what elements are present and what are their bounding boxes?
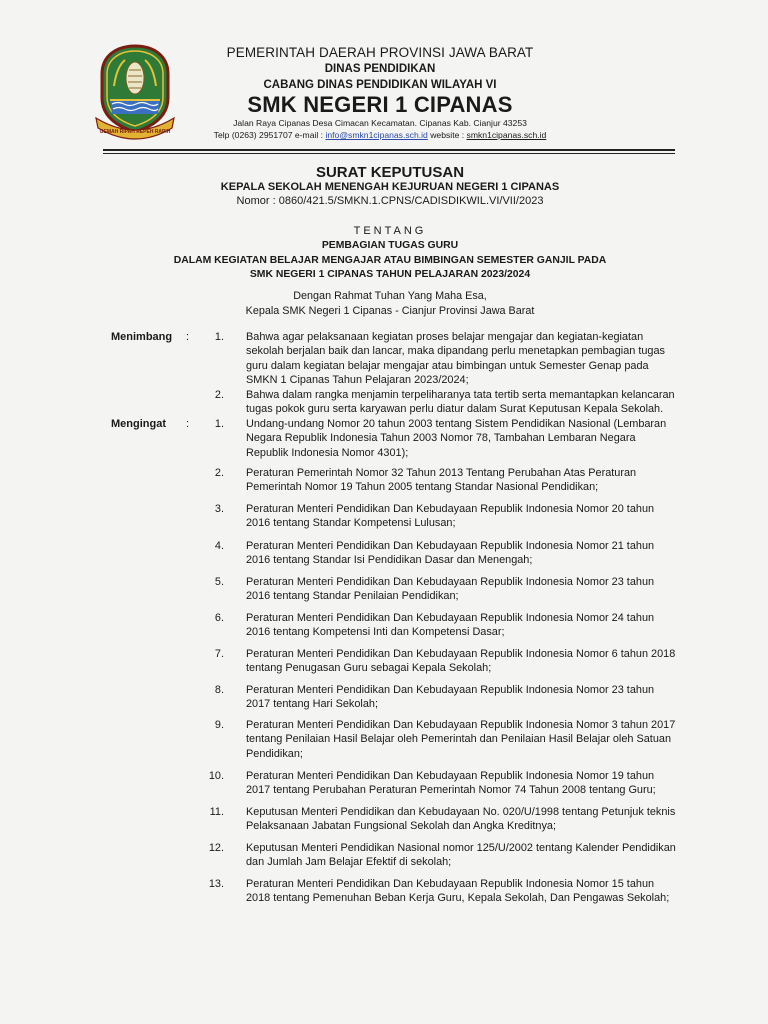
item-number: 8.	[214, 684, 224, 696]
item-text: Peraturan Menteri Pendidikan Dan Kebudayaan Republik Indonesia Nomor 23 tahun 2016 tentang Standar Penilaian Pendidikan;	[246, 576, 655, 603]
mengingat-colon: :	[186, 418, 190, 430]
item-text: Peraturan Menteri Pendidikan Dan Kebudayaan Republik Indonesia Nomor 20 tahun 2016 tentang Standar Kompetensi Lulusan;	[246, 503, 655, 530]
document-number: Nomor : 0860/421.5/SMKN.1.CPNS/CADISDIKWIL.VI/VII/2023	[236, 195, 544, 207]
item-text: Bahwa agar pelaksanaan kegiatan proses belajar mengajar dan kegiatan-kegiatan sekolah berjalan baik dan lancar, maka dipandang perlu menetapkan pembagian tugas guru dalam kegiatan belajar mengajar atau bimbingan untuk Semester Genap pada SMKN 1 Cipanas Tahun Pelajaran 2023/2024;	[246, 331, 665, 386]
tentang-heading: TENTANG	[353, 225, 427, 237]
letterhead-divider-thin	[103, 153, 675, 154]
item-number: 3.	[214, 503, 224, 515]
opening-line-1: Dengan Rahmat Tuhan Yang Maha Esa,	[293, 290, 487, 302]
email-link[interactable]: info@smkn1cipanas.sch.id	[325, 130, 428, 140]
item-text: Peraturan Menteri Pendidikan Dan Kebudayaan Republik Indonesia Nomor 19 tahun 2017 tentang Perubahan Peraturan Pemerintah Nomor 74 Tahun 2008 tentang Guru;	[246, 770, 656, 797]
item-number: 2.	[214, 467, 224, 479]
website-link[interactable]: smkn1cipanas.sch.id	[466, 130, 547, 140]
item-text: Peraturan Pemerintah Nomor 32 Tahun 2013 Tentang Perubahan Atas Peraturan Pemerintah Nomor 19 Tahun 2005 tentang Standar Nasional Pendidikan;	[246, 467, 637, 494]
contact-prefix: Telp (0263) 2951707 e-mail :	[213, 130, 324, 140]
item-text: Peraturan Menteri Pendidikan Dan Kebudayaan Republik Indonesia Nomor 6 tahun 2018 tentang Penugasan Guru sebagai Kepala Sekolah;	[246, 648, 676, 675]
school-name: SMK NEGERI 1 CIPANAS	[247, 92, 513, 117]
govt-name: PEMERINTAH DAERAH PROVINSI JAWA BARAT	[226, 45, 534, 60]
item-number: 5.	[214, 576, 224, 588]
item-text: Bahwa dalam rangka menjamin terpeliharanya tata tertib serta memantapkan kelancaran tugas pokok guru serta karyawan perlu diatur dalam Surat Keputusan Kepala Sekolah.	[246, 389, 675, 416]
item-number: 9.	[214, 719, 224, 731]
item-number: 7.	[214, 648, 224, 660]
logo-motto-ribbon: GEMAH RIPAH REPEH RAPIH	[99, 129, 171, 135]
item-text: Keputusan Menteri Pendidikan dan Kebudayaan No. 020/U/1998 tentang Petunjuk teknis Pelaksanaan Jabatan Fungsional Sekolah dan Angka Kreditnya;	[246, 806, 676, 833]
document-type-title: SURAT KEPUTUSAN	[315, 164, 465, 181]
subject-line-1: PEMBAGIAN TUGAS GURU	[321, 240, 459, 251]
menimbang-label: Menimbang	[111, 331, 173, 343]
item-number: 12.	[208, 842, 224, 854]
item-text: Peraturan Menteri Pendidikan Dan Kebudayaan Republik Indonesia Nomor 23 tahun 2017 tentang Hari Sekolah;	[246, 684, 655, 711]
item-text: Peraturan Menteri Pendidikan Dan Kebudayaan Republik Indonesia Nomor 24 tahun 2016 tentang Kompetensi Inti dan Kompetensi Dasar;	[246, 612, 655, 639]
item-text: Keputusan Menteri Pendidikan Nasional nomor 125/U/2002 tentang Kalender Pendidikan dan Jumlah Jam Belajar Efektif di sekolah;	[246, 842, 676, 869]
mengingat-label: Mengingat	[111, 418, 166, 430]
item-number: 2.	[214, 389, 224, 401]
item-number: 11.	[209, 806, 224, 818]
website-prefix: website :	[430, 130, 465, 140]
issuer-title: KEPALA SEKOLAH MENENGAH KEJURUAN NEGERI 1 CIPANAS	[220, 181, 560, 193]
subject-line-3: SMK NEGERI 1 CIPANAS TAHUN PELAJARAN 2023/2024	[249, 269, 531, 280]
item-text: Peraturan Menteri Pendidikan Dan Kebudayaan Republik Indonesia Nomor 3 tahun 2017 tentang Penilaian Hasil Belajar oleh Pemerintah dan Penilaian Hasil Belajar oleh Satuan Pendidikan;	[246, 719, 676, 760]
item-number: 13.	[208, 878, 224, 890]
item-text: Peraturan Menteri Pendidikan Dan Kebudayaan Republik Indonesia Nomor 21 tahun 2016 tentang Standar Isi Pendidikan Dasar dan Menengah;	[246, 540, 655, 567]
item-text: Undang-undang Nomor 20 tahun 2003 tentang Sistem Pendidikan Nasional (Lembaran Negara Republik Indonesia Tahun 2003 Nomor 78, Tambahan Lembaran Negara Republik Indonesia Nomor 4301);	[246, 418, 667, 459]
item-number: 10.	[208, 770, 224, 782]
item-number: 1.	[214, 331, 224, 343]
item-number: 1.	[214, 418, 224, 430]
subject-line-2: DALAM KEGIATAN BELAJAR MENGAJAR ATAU BIMBINGAN SEMESTER GANJIL PADA	[173, 255, 607, 266]
menimbang-colon: :	[186, 331, 190, 343]
agency-name: DINAS PENDIDIKAN	[324, 63, 436, 75]
opening-line-2: Kepala SMK Negeri 1 Cipanas - Cianjur Provinsi Jawa Barat	[245, 305, 535, 317]
item-number: 6.	[214, 612, 224, 624]
school-address: Jalan Raya Cipanas Desa Cimacan Kecamatan. Cipanas Kab. Cianjur 43253	[233, 118, 527, 128]
school-contact	[180, 130, 580, 140]
west-java-emblem-logo	[92, 42, 178, 142]
branch-name: CABANG DINAS PENDIDIKAN WILAYAH VI	[263, 79, 497, 91]
letterhead-divider-thick	[103, 149, 675, 151]
item-text: Peraturan Menteri Pendidikan Dan Kebudayaan Republik Indonesia Nomor 15 tahun 2018 tentang Pemenuhan Beban Kerja Guru, Kepala Sekolah, Dan Pengawas Sekolah;	[246, 878, 670, 905]
item-number: 4.	[214, 540, 224, 552]
